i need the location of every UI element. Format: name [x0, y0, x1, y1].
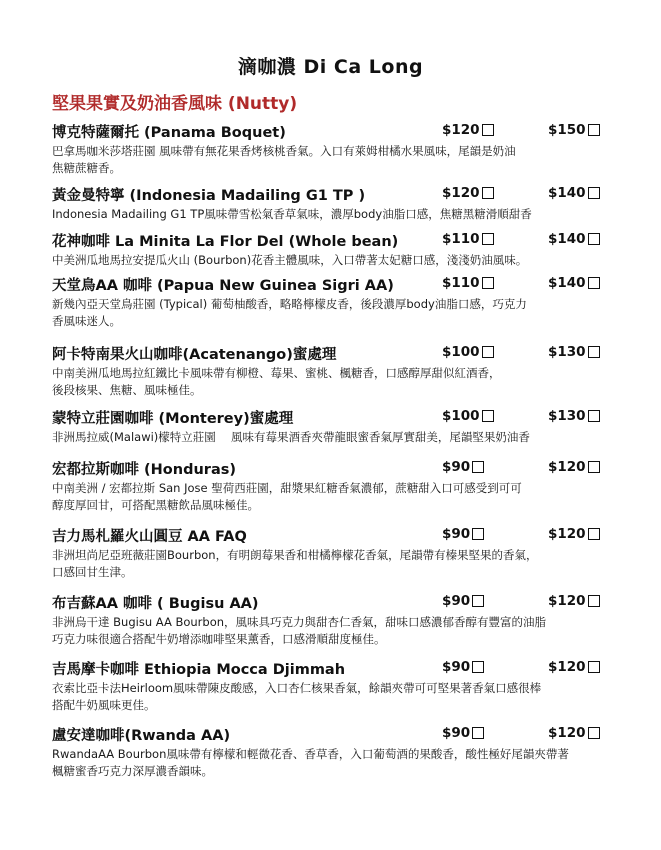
price-large: $150 [548, 122, 600, 138]
item-name: 天堂鳥AA 咖啡 (Papua New Guinea Sigri AA) [52, 278, 394, 294]
section-title: 堅果果實及奶油香風味 (Nutty) [52, 94, 298, 114]
price-small: $120 [442, 185, 494, 201]
price-small: $110 [442, 275, 494, 291]
item-description: Indonesia Madailing G1 TP風味帶雪松氣香草氣味，濃厚body油脂口感，焦糖黑糖滑順甜香 [52, 207, 532, 221]
price-large: $140 [548, 185, 600, 201]
menu-item [52, 658, 612, 714]
checkbox-large[interactable] [588, 595, 600, 607]
checkbox-large[interactable] [588, 233, 600, 245]
menu-item [52, 525, 612, 581]
item-description: 中南美洲 / 宏都拉斯 San Jose 聖荷西莊園，甜漿果紅糖香氣濃郁，蔗糖甜入口可感受到可可 醇度厚回甘，可搭配黑糖飲品風味極佳。 [52, 481, 522, 512]
checkbox-large[interactable] [588, 528, 600, 540]
price-large: $130 [548, 408, 600, 424]
item-name: 花神咖啡 La Minita La Flor Del (Whole bean) [52, 234, 399, 250]
checkbox-small[interactable] [482, 233, 494, 245]
price-large: $140 [548, 275, 600, 291]
checkbox-small[interactable] [472, 595, 484, 607]
item-description: 中南美洲瓜地馬拉紅鐵比卡風味帶有柳橙、莓果、蜜桃、楓糖香，口感醇厚甜似紅酒香， 後段核果、焦糖、風味極佳。 [52, 366, 501, 397]
checkbox-large[interactable] [588, 410, 600, 422]
item-description: 新幾內亞天堂鳥莊園 (Typical) 葡萄柚酸香，略略檸檬皮香，後段濃厚body油脂口感，巧克力 香風味迷人。 [52, 297, 527, 328]
item-name: 吉力馬札羅火山圓豆 AA FAQ [52, 529, 247, 545]
price-small: $100 [442, 344, 494, 360]
checkbox-large[interactable] [588, 727, 600, 739]
item-name: 黃金曼特寧 (Indonesia Madailing G1 TP ) [52, 188, 366, 204]
checkbox-large[interactable] [588, 346, 600, 358]
item-name: 蒙特立莊園咖啡 (Monterey)蜜處理 [52, 411, 294, 427]
price-large: $130 [548, 344, 600, 360]
checkbox-small[interactable] [472, 528, 484, 540]
menu-item [52, 274, 612, 330]
item-name: 宏都拉斯咖啡 (Honduras) [52, 462, 236, 478]
menu-item [52, 592, 612, 648]
price-small: $90 [442, 526, 484, 542]
menu-item [52, 184, 612, 223]
item-description: 非洲坦尚尼亞班薇莊園Bourbon，有明朗莓果香和柑橘檸檬花香氣，尾韻帶有榛果堅果的香氣， 口感回甘生津。 [52, 548, 538, 579]
price-small: $90 [442, 725, 484, 741]
item-description: 衣索比亞卡法Heirloom風味帶陳皮酸感，入口杏仁核果香氣，餘韻夾帶可可堅果著香氣口感很棒 搭配牛奶風味更佳。 [52, 681, 542, 712]
item-name: 吉馬摩卡咖啡 Ethiopia Mocca Djimmah [52, 662, 346, 678]
checkbox-small[interactable] [482, 277, 494, 289]
price-large: $120 [548, 725, 600, 741]
menu-item [52, 343, 612, 399]
checkbox-large[interactable] [588, 124, 600, 136]
price-small: $90 [442, 593, 484, 609]
item-description: RwandaAA Bourbon風味帶有檸檬和輕微花香、香草香，入口葡萄酒的果酸香，酸性極好尾韻夾帶著 楓糖蜜香巧克力深厚濃香韻味。 [52, 747, 569, 778]
item-name: 阿卡特南果火山咖啡(Acatenango)蜜處理 [52, 347, 337, 363]
checkbox-small[interactable] [482, 410, 494, 422]
price-small: $90 [442, 659, 484, 675]
menu-item [52, 230, 612, 269]
checkbox-small[interactable] [472, 727, 484, 739]
checkbox-large[interactable] [588, 187, 600, 199]
price-small: $120 [442, 122, 494, 138]
price-large: $120 [548, 659, 600, 675]
price-large: $140 [548, 231, 600, 247]
checkbox-small[interactable] [472, 661, 484, 673]
item-description: 巴拿馬咖米莎塔莊園 風味帶有無花果香烤核桃香氣。入口有萊姆柑橘水果風味，尾韻是奶油 焦糖蔗糖香。 [52, 144, 516, 175]
menu-title: 滴咖濃 Di Ca Long [237, 56, 424, 78]
price-small: $90 [442, 459, 484, 475]
item-description: 中美洲瓜地馬拉安提瓜火山 (Bourbon)花香主體風味，入口帶著太妃糖口感，淺淺奶油風味。 [52, 253, 528, 267]
menu-item [52, 724, 612, 780]
checkbox-large[interactable] [588, 461, 600, 473]
price-small: $110 [442, 231, 494, 247]
menu-item [52, 407, 612, 446]
item-description: 非洲馬拉威(Malawi)檬特立莊園 風味有莓果酒香夾帶龍眼蜜香氣厚實甜美，尾韻堅果奶油香 [52, 430, 530, 444]
checkbox-small[interactable] [472, 461, 484, 473]
checkbox-small[interactable] [482, 124, 494, 136]
menu-item [52, 121, 612, 177]
price-large: $120 [548, 593, 600, 609]
price-small: $100 [442, 408, 494, 424]
item-name: 盧安達咖啡(Rwanda AA) [52, 728, 231, 744]
menu-item [52, 458, 612, 514]
checkbox-large[interactable] [588, 661, 600, 673]
checkbox-small[interactable] [482, 346, 494, 358]
item-name: 博克特薩爾托 (Panama Boquet) [52, 125, 286, 141]
price-large: $120 [548, 526, 600, 542]
price-large: $120 [548, 459, 600, 475]
checkbox-small[interactable] [482, 187, 494, 199]
item-name: 布吉蘇AA 咖啡 ( Bugisu AA) [52, 596, 259, 612]
item-description: 非洲烏干達 Bugisu AA Bourbon，風味具巧克力與甜杏仁香氣，甜味口感濃郁香醇有豐富的油脂 巧克力味很適合搭配牛奶增添咖啡堅果薰香，口感滑順甜度極佳。 [52, 615, 547, 646]
checkbox-large[interactable] [588, 277, 600, 289]
